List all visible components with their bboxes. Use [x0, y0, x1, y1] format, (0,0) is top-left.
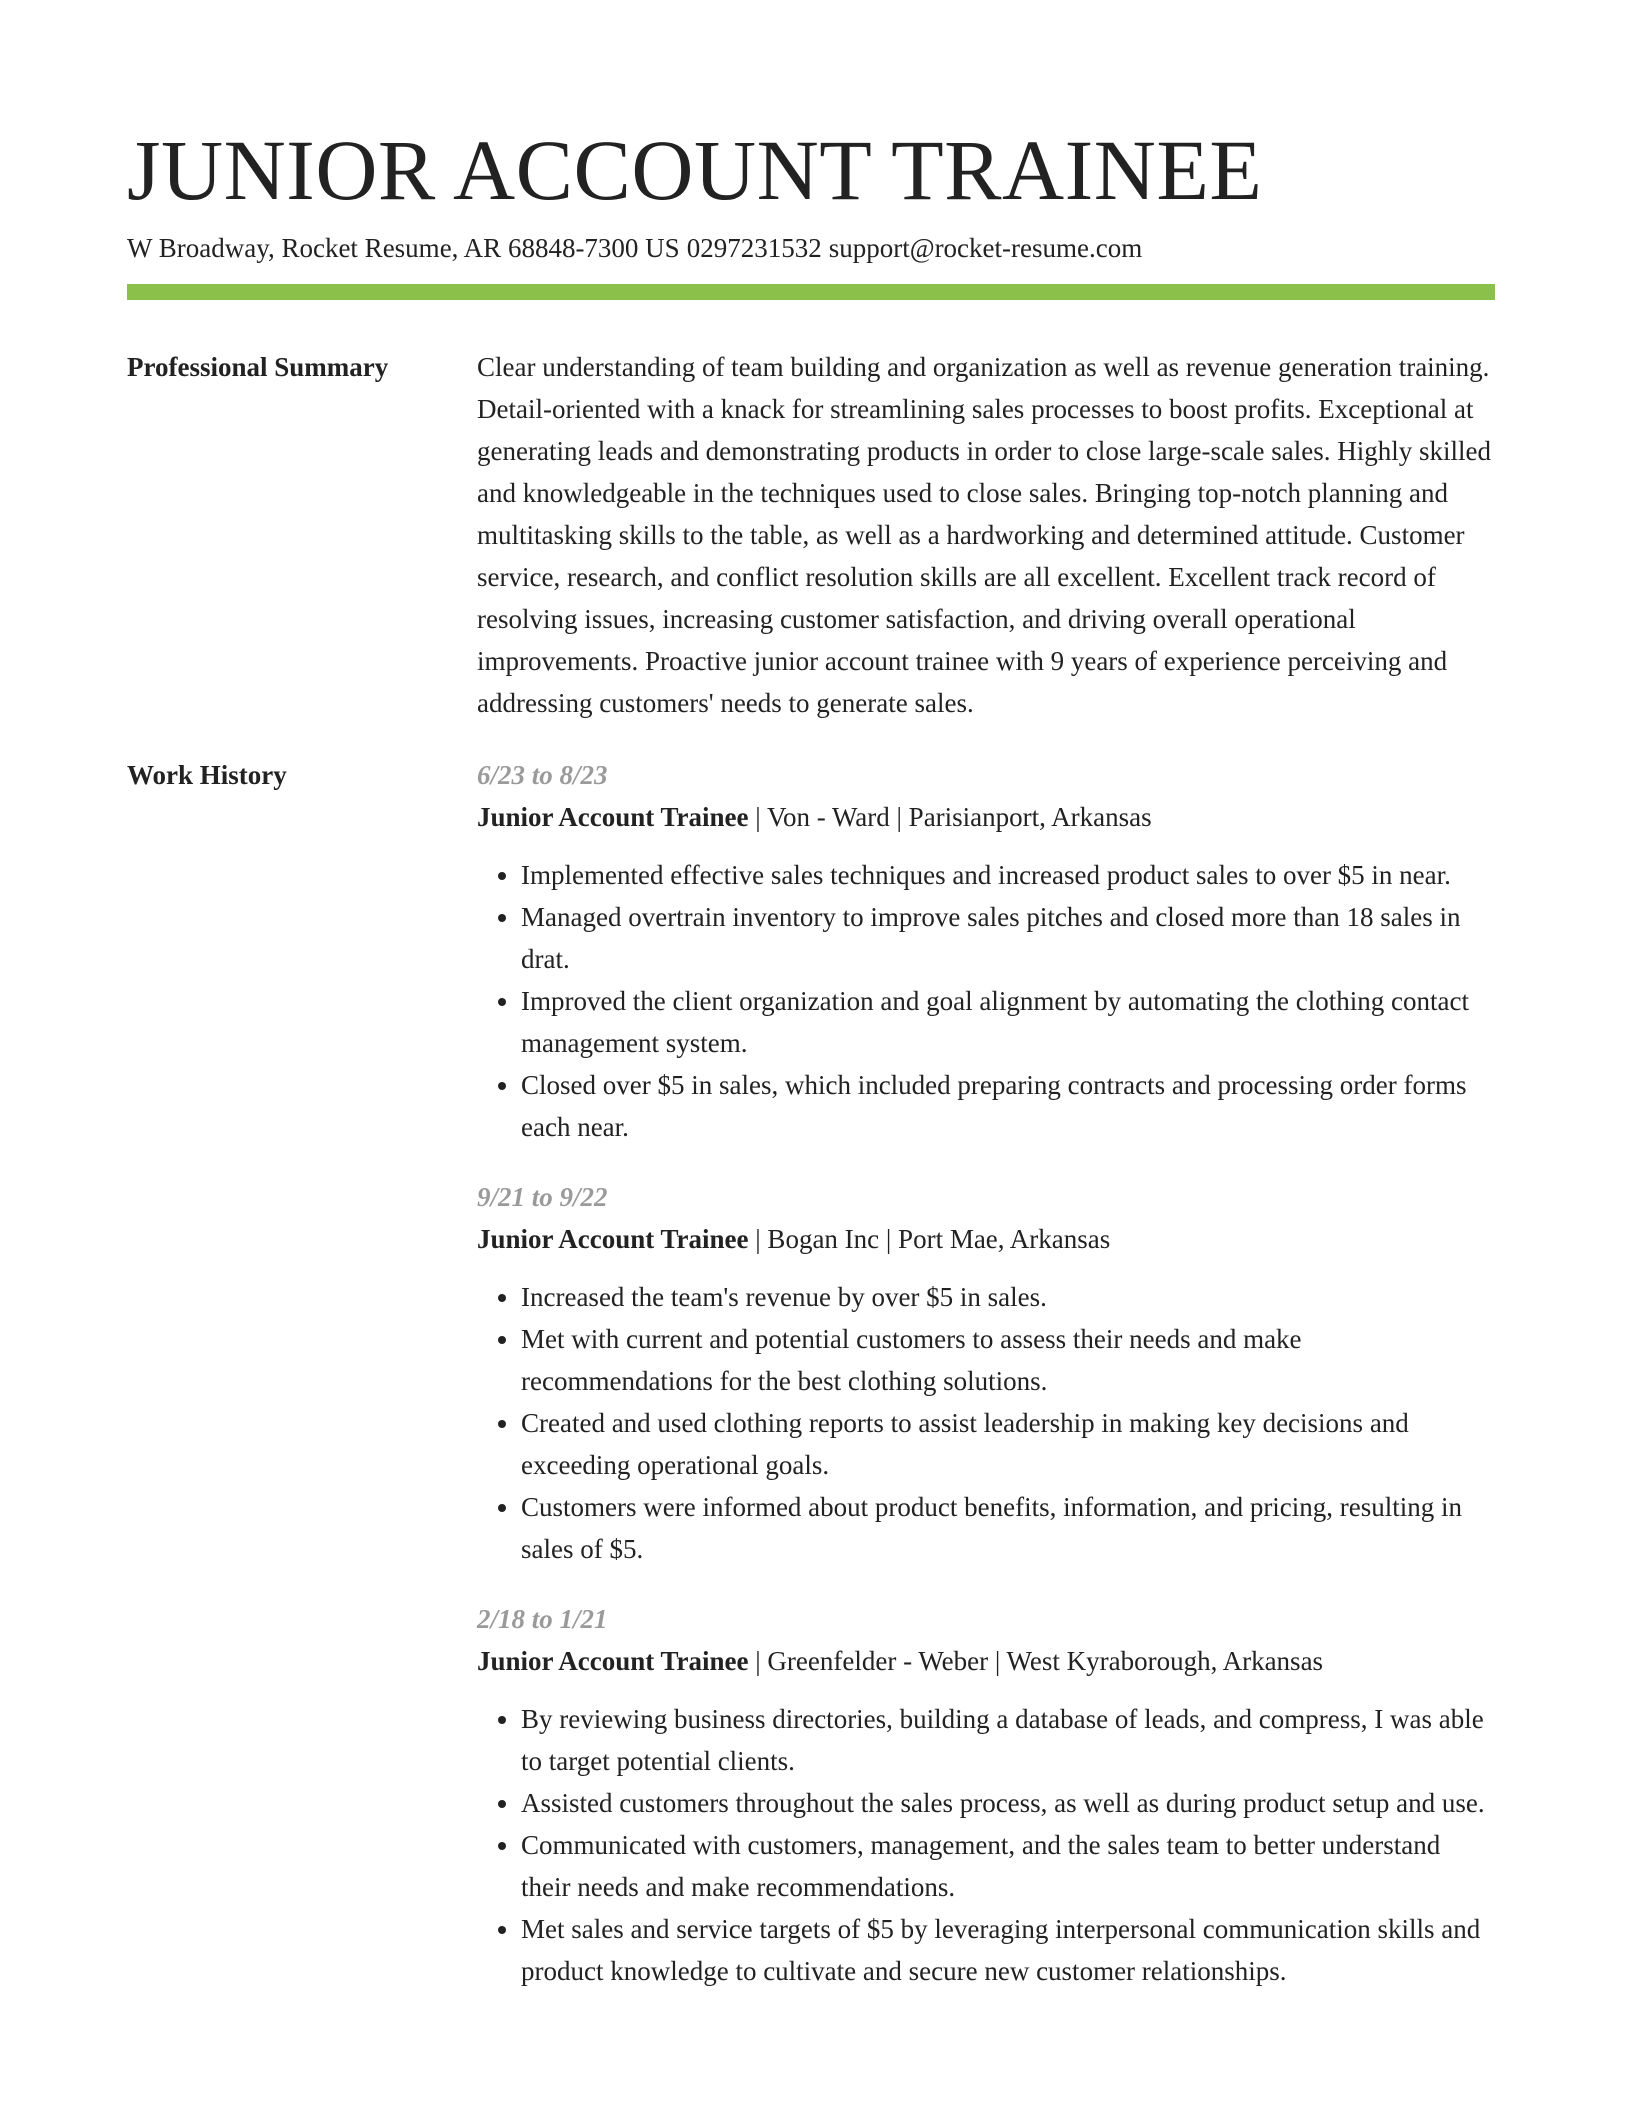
- section-title-summary: Professional Summary: [127, 352, 389, 382]
- job-bullet: • Increased the team's revenue by over $5 in sales.: [521, 1276, 1495, 1318]
- section-title-work-history: Work History: [127, 760, 287, 790]
- job-entry: [477, 1598, 1495, 1992]
- job-bullet: • By reviewing business directories, building a database of leads, and compress, I was able to target potential clients.: [521, 1698, 1495, 1782]
- job-bullet: • Met with current and potential customers to assess their needs and make recommendations for the best clothing solutions.: [521, 1318, 1495, 1402]
- job-employer-location: | Von - Ward | Parisianport, Arkansas: [748, 802, 1152, 832]
- contact-email: support@rocket-resume.com: [828, 233, 1143, 263]
- contact-line: [127, 228, 1142, 268]
- job-bullet: • Communicated with customers, management, and the sales team to better understand their needs and make recommendations.: [521, 1824, 1495, 1908]
- job-employer-location: | Greenfelder - Weber | West Kyraborough, Arkansas: [748, 1646, 1324, 1676]
- job-bullet: • Managed overtrain inventory to improve sales pitches and closed more than 18 sales in drat.: [521, 896, 1495, 980]
- job-dates: 2/18 to 1/21: [477, 1604, 608, 1634]
- job-bullet: • Assisted customers throughout the sales process, as well as during product setup and use.: [521, 1782, 1495, 1824]
- job-title: Junior Account Trainee: [477, 1224, 749, 1254]
- job-bullet: • Improved the client organization and goal alignment by automating the clothing contact management system.: [521, 980, 1495, 1064]
- job-heading: [477, 1640, 1495, 1682]
- header-divider: [127, 284, 1495, 300]
- job-bullet: • Created and used clothing reports to assist leadership in making key decisions and exceeding operational goals.: [521, 1402, 1495, 1486]
- job-employer-location: | Bogan Inc | Port Mae, Arkansas: [748, 1224, 1111, 1254]
- job-dates: 9/21 to 9/22: [477, 1182, 608, 1212]
- job-entry: [477, 1176, 1495, 1570]
- job-bullet: • Met sales and service targets of $5 by leveraging interpersonal communication skills and product knowledge to cultivate and secure new customer relationships.: [521, 1908, 1495, 1992]
- candidate-name: JUNIOR ACCOUNT TRAINEE: [127, 122, 1263, 218]
- job-bullets: [477, 1276, 1495, 1570]
- work-history-body: [477, 754, 1495, 2020]
- job-bullets: [477, 854, 1495, 1148]
- contact-phone: 0297231532: [686, 233, 822, 263]
- job-bullet: • Implemented effective sales techniques and increased product sales to over $5 in near.: [521, 854, 1495, 896]
- job-bullets: [477, 1698, 1495, 1992]
- job-bullet: • Customers were informed about product benefits, information, and pricing, resulting in sales of $5.: [521, 1486, 1495, 1570]
- job-title: Junior Account Trainee: [477, 802, 749, 832]
- job-heading: [477, 796, 1495, 838]
- job-heading: [477, 1218, 1495, 1260]
- job-entry: [477, 754, 1495, 1148]
- contact-address: W Broadway, Rocket Resume, AR 68848-7300 US: [127, 233, 680, 263]
- job-dates: 6/23 to 8/23: [477, 760, 608, 790]
- job-title: Junior Account Trainee: [477, 1646, 749, 1676]
- job-bullet: • Closed over $5 in sales, which included preparing contracts and processing order forms each near.: [521, 1064, 1495, 1148]
- summary-text: Clear understanding of team building and organization as well as revenue generation training. Detail-oriented with a knack for streamlining sales processes to boost profits. Exceptional at generating leads and demonstrating products in order to close large-scale sales. Highly skilled and knowledgeable in the techniques used to close sales. Bringing top-notch planning and multitasking skills to the table, as well as a hardworking and determined attitude. Customer service, research, and conflict resolution skills are all excellent. Excellent track record of resolving issues, increasing customer satisfaction, and driving overall operational improvements. Proactive junior account trainee with 9 years of experience perceiving and addressing customers' needs to generate sales.: [477, 352, 1491, 718]
- summary-body: [477, 346, 1495, 724]
